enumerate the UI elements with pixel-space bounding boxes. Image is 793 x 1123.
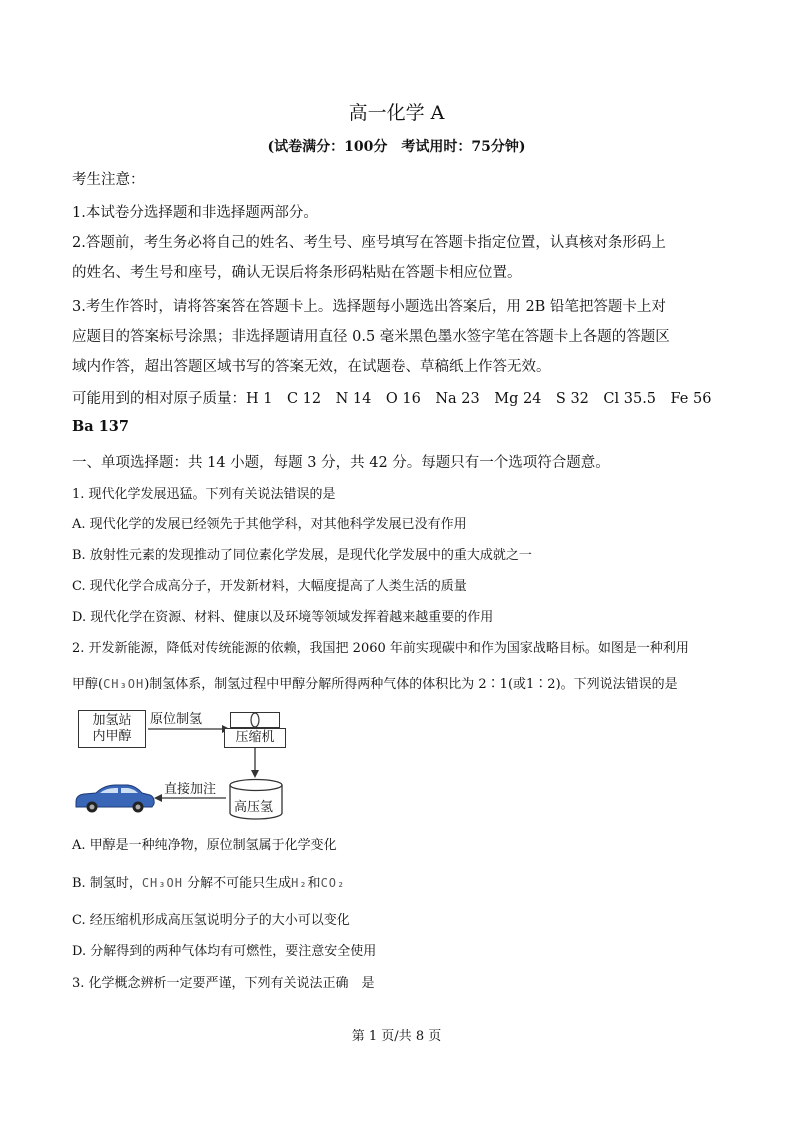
q2-stem-text-b: )制氢体系，制氢过程中甲醇分解所得两种气体的体积比为 2∶1(或1∶2)。下列说法错误的是	[144, 677, 678, 692]
q2-option-b-formula-h2: H₂	[291, 876, 308, 890]
arrow-to-compressor	[146, 722, 230, 736]
page-number: 第 1 页/共 8 页	[351, 1029, 442, 1044]
car-icon	[72, 780, 156, 814]
methanol-station-box	[78, 710, 146, 748]
methanol-station-label-2: 内甲醇	[92, 729, 132, 744]
compressor-box	[224, 728, 286, 748]
notice-heading: 考生注意：	[72, 172, 145, 188]
notice-item-2-cont: 的姓名、考生号和座号，确认无误后将条形码粘贴在答题卡相应位置。	[72, 265, 522, 281]
atomic-mass-line-1: 可能用到的相对原子质量：H 1 C 12 N 14 O 16 Na 23 Mg 24 S 32 Cl 35.5 Fe 56	[72, 391, 712, 407]
hydrogen-process-diagram	[72, 708, 312, 818]
section-heading: 一、单项选择题：共 14 小题，每题 3 分，共 42 分。每题只有一个选项符合题意。	[72, 455, 610, 471]
q3-stem: 3. 化学概念辨析一定要严谨，下列有关说法正确 是	[72, 976, 375, 991]
methanol-station-label-1: 加氢站	[92, 713, 132, 728]
q2-option-b-formula-methanol: CH₃OH	[141, 876, 183, 890]
high-pressure-hydrogen-label: 高压氢	[234, 800, 274, 815]
notice-item-3: 3.考生作答时，请将答案答在答题卡上。选择题每小题选出答案后，用 2B 铅笔把答题卡上对	[72, 299, 666, 315]
arrow-to-tank	[248, 748, 262, 778]
q1-option-d: D. 现代化学在资源、材料、健康以及环境等领域发挥着越来越重要的作用	[72, 610, 494, 625]
notice-item-1: 1.本试卷分选择题和非选择题两部分。	[72, 205, 318, 221]
q2-option-b-formula-co2: CO₂	[320, 876, 346, 890]
q2-option-b	[72, 872, 345, 891]
q2-option-b-mid: 分解不可能只生成	[182, 876, 292, 891]
q2-stem-text-a: 甲醇(	[72, 677, 104, 692]
compressor-cylinder-icon	[248, 712, 262, 728]
q1-option-c: C. 现代化学合成高分子，开发新材料，大幅度提高了人类生活的质量	[72, 579, 467, 594]
atomic-mass-line-2: Ba 137	[72, 418, 129, 435]
onsite-hydrogen-label: 原位制氢	[150, 712, 203, 727]
q2-methanol-formula: CH₃OH	[103, 677, 145, 691]
q2-option-b-pre: B. 制氢时，	[72, 876, 142, 891]
q2-option-c: C. 经压缩机形成高压氢说明分子的大小可以变化	[72, 913, 350, 928]
notice-item-3-cont-2: 域内作答，超出答题区域书写的答案无效，在试题卷、草稿纸上作答无效。	[72, 359, 551, 375]
q1-option-a: A. 现代化学的发展已经领先于其他学科，对其他科学发展已没有作用	[72, 517, 467, 532]
q1-option-b: B. 放射性元素的发现推动了同位素化学发展，是现代化学发展中的重大成就之一	[72, 548, 532, 563]
compressor-label: 压缩机	[235, 730, 275, 745]
notice-item-3-cont-1: 应题目的答案标号涂黑；非选择题请用直径 0.5 毫米黑色墨水签字笔在答题卡上各题的答题区	[72, 329, 670, 345]
q2-stem-line-2	[72, 673, 678, 692]
q1-stem: 1. 现代化学发展迅猛。下列有关说法错误的是	[72, 487, 336, 502]
exam-subtitle: (试卷满分：100分 考试用时：75分钟)	[267, 139, 526, 155]
q2-stem-line-1: 2. 开发新能源，降低对传统能源的依赖，我国把 2060 年前实现碳中和作为国家战略目标。如图是一种利用	[72, 641, 689, 656]
notice-item-2: 2.答题前，考生务必将自己的姓名、考生号、座号填写在答题卡指定位置，认真核对条形码上	[72, 235, 666, 251]
q2-option-b-and: 和	[307, 876, 321, 891]
exam-title: 高一化学 A	[348, 102, 445, 124]
q2-option-d: D. 分解得到的两种气体均有可燃性，要注意安全使用	[72, 944, 377, 959]
direct-fill-label: 直接加注	[164, 782, 217, 797]
q2-option-a: A. 甲醇是一种纯净物，原位制氢属于化学变化	[72, 838, 337, 853]
